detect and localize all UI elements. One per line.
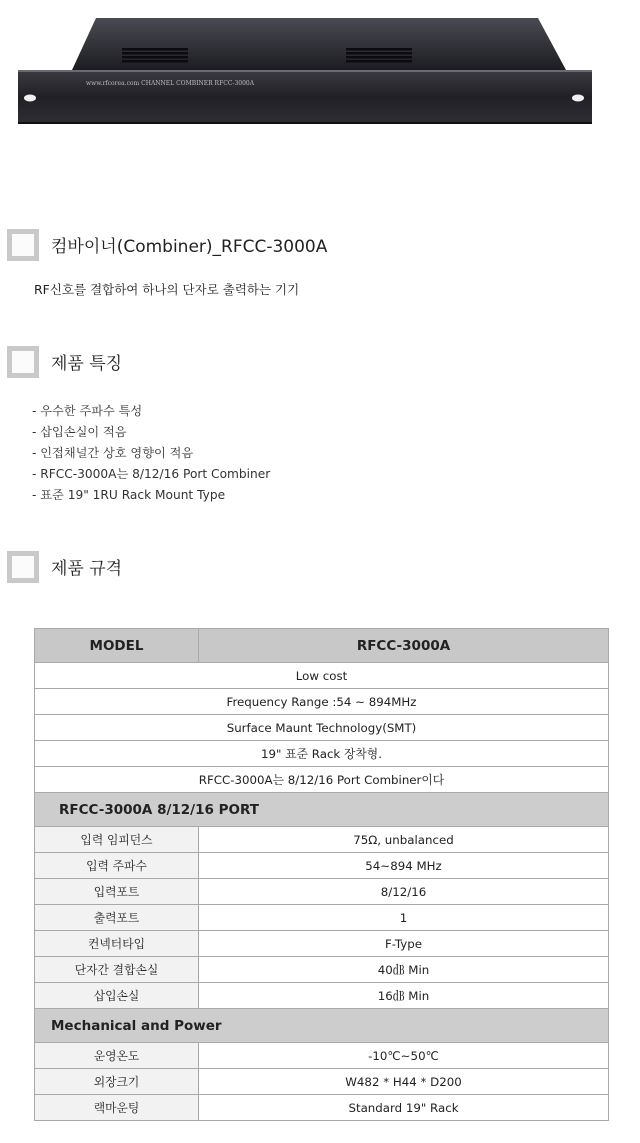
table-row xyxy=(35,879,609,905)
summary-cell: RFCC-3000A는 8/12/16 Port Combiner이다 xyxy=(35,767,609,793)
feature-item: - 표준 19" 1RU Rack Mount Type xyxy=(32,488,226,502)
table-row xyxy=(35,931,609,957)
table-header-row xyxy=(35,629,609,663)
row-label: 입력 임피던스 xyxy=(35,827,199,853)
row-value: 54~894 MHz xyxy=(199,853,609,879)
row-label: 운영온도 xyxy=(35,1043,199,1069)
row-label: 입력 주파수 xyxy=(35,853,199,879)
feature-list xyxy=(32,401,270,506)
table-row xyxy=(35,767,609,793)
section-square-icon xyxy=(7,229,39,261)
row-value: -10℃~50℃ xyxy=(199,1043,609,1069)
table-row xyxy=(35,741,609,767)
table-row xyxy=(35,1095,609,1121)
table-row xyxy=(35,1043,609,1069)
summary-cell: Frequency Range :54 ~ 894MHz xyxy=(35,689,609,715)
spec-table xyxy=(34,628,609,1121)
row-label: 삽입손실 xyxy=(35,983,199,1009)
section-title: 제품 특징 xyxy=(51,354,123,374)
table-row xyxy=(35,827,609,853)
row-label: 단자간 결합손실 xyxy=(35,957,199,983)
section-square-icon xyxy=(7,346,39,378)
table-row xyxy=(35,983,609,1009)
product-image xyxy=(18,18,592,130)
product-description: RF신호를 결합하여 하나의 단자로 출력하는 기기 xyxy=(34,282,300,297)
row-value: Standard 19" Rack xyxy=(199,1095,609,1121)
table-group-row xyxy=(35,793,609,827)
row-label: 컨넥터타입 xyxy=(35,931,199,957)
summary-cell: 19" 표준 Rack 장착형. xyxy=(35,741,609,767)
row-label: 외장크기 xyxy=(35,1069,199,1095)
summary-cell: Surface Maunt Technology(SMT) xyxy=(35,715,609,741)
feature-item: - 삽입손실이 적음 xyxy=(32,425,127,439)
feature-item: - 우수한 주파수 특성 xyxy=(32,404,143,418)
device-label: www.rfcorea.com CHANNEL COMBINER RFCC-3000A xyxy=(86,80,255,87)
table-row xyxy=(35,715,609,741)
table-row xyxy=(35,957,609,983)
row-value: 8/12/16 xyxy=(199,879,609,905)
table-row xyxy=(35,663,609,689)
table-group-row xyxy=(35,1009,609,1043)
group-title: Mechanical and Power xyxy=(35,1009,609,1043)
row-value: 75Ω, unbalanced xyxy=(199,827,609,853)
model-label: MODEL xyxy=(35,629,199,663)
row-value: 16㏈ Min xyxy=(199,983,609,1009)
summary-cell: Low cost xyxy=(35,663,609,689)
row-label: 입력포트 xyxy=(35,879,199,905)
group-title: RFCC-3000A 8/12/16 PORT xyxy=(35,793,609,827)
row-label: 랙마운팅 xyxy=(35,1095,199,1121)
feature-item: - RFCC-3000A는 8/12/16 Port Combiner xyxy=(32,467,271,481)
table-row xyxy=(35,853,609,879)
section-title: 컴바이너(Combiner)_RFCC-3000A xyxy=(51,237,328,257)
table-row xyxy=(35,1069,609,1095)
row-value: F-Type xyxy=(199,931,609,957)
row-value: 1 xyxy=(199,905,609,931)
row-value: W482 * H44 * D200 xyxy=(199,1069,609,1095)
table-row xyxy=(35,689,609,715)
row-value: 40㏈ Min xyxy=(199,957,609,983)
row-label: 출력포트 xyxy=(35,905,199,931)
model-value: RFCC-3000A xyxy=(199,629,609,663)
table-row xyxy=(35,905,609,931)
feature-item: - 인접채널간 상호 영향이 적음 xyxy=(32,446,194,460)
section-title: 제품 규격 xyxy=(51,559,123,579)
section-square-icon xyxy=(7,551,39,583)
